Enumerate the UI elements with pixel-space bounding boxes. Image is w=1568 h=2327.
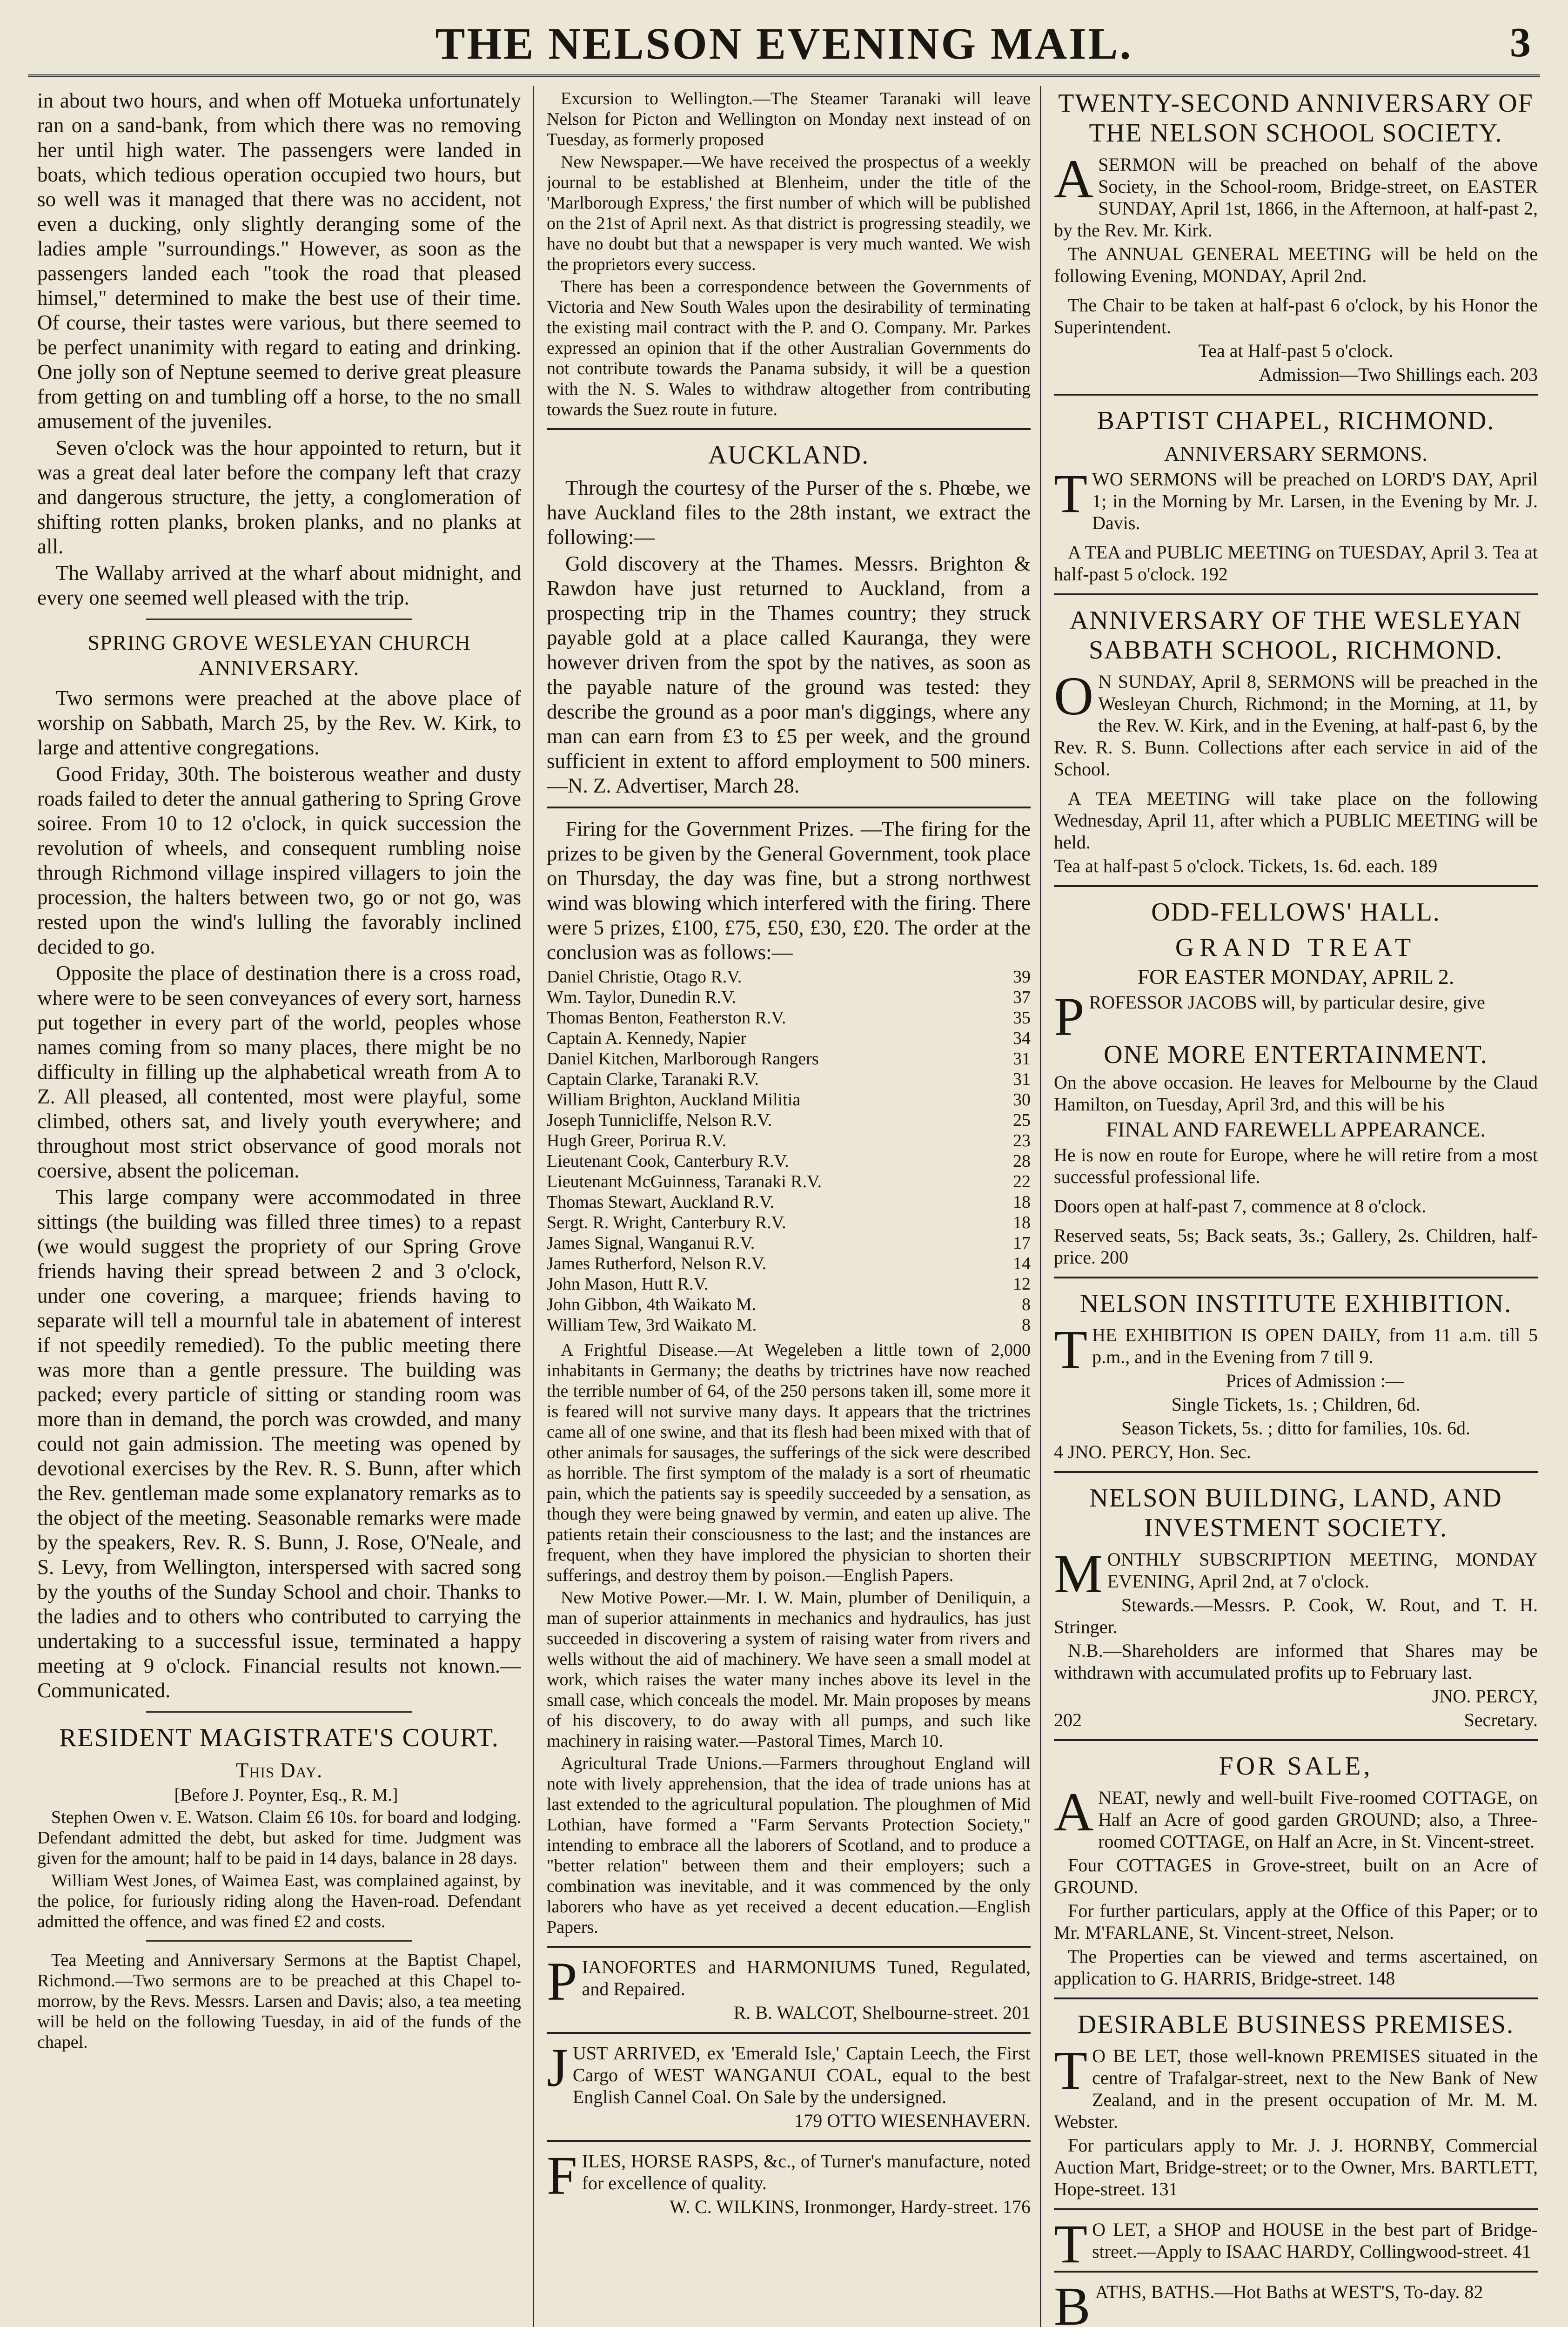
section-rule (1054, 2208, 1538, 2210)
section-heading: RESIDENT MAGISTRATE'S COURT. (59, 1723, 499, 1752)
ad-text: Doors open at half-past 7, commence at 8 o'clock. (1054, 1196, 1427, 1217)
court-case: Stephen Owen v. E. Watson. Claim £6 10s. for board and lodging. Defendant admitted the debt, but asked for time. Judgment was given for the amount; half to be paid in 14 days, balance in 28 days. (37, 1808, 521, 1868)
score-value: 31 (1013, 1049, 1031, 1069)
section-rule (1054, 1739, 1538, 1741)
ad-text: Single Tickets, 1s. ; Children, 6d. (1171, 1394, 1421, 1415)
ad-text: Admission—Two Shillings each. 203 (1259, 364, 1538, 385)
score-value: 14 (1013, 1254, 1031, 1273)
article-paragraph: Through the courtesy of the Purser of the s. Phœbe, we have Auckland files to the 28th instant, we extract the following:— (547, 476, 1031, 549)
ad-text: ONTHLY SUBSCRIPTION MEETING, MONDAY EVENING, April 2nd, at 7 o'clock. (1107, 1549, 1538, 1592)
ad-heading: GRAND TREAT (1175, 933, 1417, 962)
score-row (547, 1028, 1031, 1049)
ad-text: Stewards.—Messrs. P. Cook, W. Rout, and T. H. Stringer. (1054, 1594, 1538, 1637)
advertisement (1054, 2276, 1538, 2327)
ad-text: N.B.—Shareholders are informed that Shares may be withdrawn with accumulated profits up to February last. (1054, 1640, 1538, 1683)
advertisement (1054, 986, 1538, 1268)
article-paragraph: Two sermons were preached at the above place of worship on Sabbath, March 25, by the Rev. W. Kirk, to large and attentive congregations. (37, 686, 521, 759)
score-value: 30 (1013, 1090, 1031, 1110)
score-value: 23 (1013, 1131, 1031, 1150)
masthead (28, 14, 1540, 77)
score-value: 18 (1013, 1213, 1031, 1232)
column-divider (533, 86, 534, 2327)
score-value: 8 (1022, 1295, 1031, 1314)
rifleman-name: Captain A. Kennedy, Napier (547, 1029, 747, 1048)
column-3 (1054, 88, 1538, 2327)
rifleman-name: James Rutherford, Nelson R.V. (547, 1254, 767, 1273)
section-rule (1054, 885, 1538, 887)
section-rule (1054, 1471, 1538, 1473)
ad-text: Tea at half-past 5 o'clock. Tickets, 1s. 6d. each. 189 (1054, 855, 1438, 876)
prize-results-table (547, 967, 1031, 1335)
drop-cap: T (1054, 1319, 1088, 1380)
column-divider (1040, 86, 1041, 2327)
score-value: 17 (1013, 1233, 1031, 1253)
advertisement (547, 2037, 1031, 2132)
advertisement (547, 1951, 1031, 2024)
advertisement (1054, 148, 1538, 385)
advertisement (1054, 463, 1538, 585)
advertisement (1054, 2213, 1538, 2274)
section-rule (1054, 593, 1538, 595)
rifleman-name: Captain Clarke, Taranaki R.V. (547, 1069, 759, 1089)
rifleman-name: James Signal, Wanganui R.V. (547, 1233, 755, 1253)
section-rule (547, 428, 1031, 430)
ad-text: Season Tickets, 5s. ; ditto for families, 10s. 6d. (1121, 1418, 1470, 1439)
section-rule (146, 1940, 412, 1942)
score-row (547, 987, 1031, 1008)
ad-text: Reserved seats, 5s; Back seats, 3s.; Gallery, 2s. Children, half-price. 200 (1054, 1225, 1538, 1268)
ad-subheading: FOR EASTER MONDAY, APRIL 2. (1137, 965, 1454, 989)
column-1 (37, 88, 521, 2327)
ad-text: JNO. PERCY, (1432, 1686, 1538, 1707)
ad-heading: FOR SALE, (1219, 1752, 1373, 1781)
ad-heading: DESIRABLE BUSINESS PREMISES. (1077, 2010, 1514, 2039)
article-paragraph: Opposite the place of destination there is a cross road, where were to be seen conveyances of every sort, harness put together in every part of the world, peoples whose names coming from so many places, there might be no difficulty in filling up the alphabetical wreath from A to Z. All pleased, all contented, most were playful, some climbed, others sat, and lively youth everywhere; and throughout most strict observance of good morals not coersive, absent the policeman. (37, 962, 521, 1182)
column-2 (547, 88, 1031, 2327)
rifleman-name: John Mason, Hutt R.V. (547, 1274, 709, 1294)
section-rule (1054, 1277, 1538, 1278)
section-rule (547, 1946, 1031, 1948)
ad-text: The Chair to be taken at half-past 6 o'clock, by his Honor the Superintendent. (1054, 295, 1538, 337)
score-row (547, 1049, 1031, 1069)
newspaper-title: THE NELSON EVENING MAIL. (435, 19, 1133, 68)
ad-text: O BE LET, those well-known PREMISES situated in the centre of Trafalgar-street, next to the New Bank of New Zealand, and in the present occupation of Mr. M. M. Webster. (1054, 2045, 1538, 2132)
section-rule (1054, 1997, 1538, 1999)
ad-text: Prices of Admission :— (1226, 1370, 1404, 1391)
score-value: 28 (1013, 1151, 1031, 1171)
ad-text: UST ARRIVED, ex 'Emerald Isle,' Captain Leech, the First Cargo of WEST WANGANUI COAL, equal to the best English Cannel Coal. On Sale by the undersigned. (572, 2043, 1031, 2107)
drop-cap: A (1054, 148, 1094, 209)
drop-cap: P (1054, 986, 1085, 1047)
ad-signature: R. B. WALCOT, Shelbourne-street. 201 (733, 2002, 1031, 2023)
score-value: 39 (1013, 967, 1031, 987)
drop-cap: B (1054, 2276, 1091, 2327)
rifleman-name: Thomas Stewart, Auckland R.V. (547, 1192, 775, 1212)
score-row (547, 1130, 1031, 1151)
article-paragraph: Seven o'clock was the hour appointed to return, but it was a great deal later before the company left that crazy and dangerous structure, the jetty, a conglomeration of shifting rotten planks, broken planks, and no planks at all. (37, 436, 521, 558)
score-row (547, 1315, 1031, 1335)
ad-signature: 179 OTTO WIESENHAVERN. (794, 2110, 1031, 2131)
ad-text: The Properties can be viewed and terms ascertained, on application to G. HARRIS, Bridge-street. 148 (1054, 1946, 1538, 1989)
news-item: New Motive Power.—Mr. I. W. Main, plumber of Deniliquin, a man of superior attainments in mechanics and hydraulics, has just succeeded in discovering a system of raising water from rivers and wells without the aid of machinery. We have seen a small model at work, which raises the water many inches above its level in the small case, which conceals the model. Mr. Main proposes by means of his discovery, to do away with all pumps, and such like machinery in raising water.—Pastoral Times, March 10. (547, 1588, 1031, 1751)
ad-text: Secretary. (1464, 1709, 1538, 1730)
court-before: [Before J. Poynter, Esq., R. M.] (174, 1785, 398, 1805)
score-value: 35 (1013, 1008, 1031, 1028)
score-value: 31 (1013, 1069, 1031, 1089)
advertisement (547, 2145, 1031, 2218)
ad-text: ATHS, BATHS.—Hot Baths at WEST'S, To-day. 82 (1095, 2281, 1483, 2302)
ad-heading: ODD-FELLOWS' HALL. (1151, 898, 1441, 927)
rifleman-name: Daniel Christie, Otago R.V. (547, 967, 742, 987)
ad-text: HE EXHIBITION IS OPEN DAILY, from 11 a.m. till 5 p.m., and in the Evening from 7 till 9. (1092, 1325, 1538, 1367)
rifleman-name: Wm. Taylor, Dunedin R.V. (547, 988, 737, 1007)
article-paragraph: The Wallaby arrived at the wharf about midnight, and every one seemed well pleased with the trip. (37, 561, 521, 609)
section-rule (547, 2140, 1031, 2142)
score-row (547, 1151, 1031, 1171)
score-row (547, 1069, 1031, 1090)
score-value: 37 (1013, 988, 1031, 1007)
ad-text: For further particulars, apply at the Office of this Paper; or to Mr. M'FARLANE, St. Vincent-street, Nelson. (1054, 1900, 1538, 1943)
article-paragraph: Firing for the Government Prizes. —The firing for the prizes to be given by the General Government, took place on Thursday, the day was fine, but a strong northwest wind was blowing which interfered with the firing. There were 5 prizes, £100, £75, £50, £30, £20. The order at the conclusion was as follows:— (547, 817, 1031, 964)
advertisement (1054, 1319, 1538, 1463)
section-rule (1054, 394, 1538, 396)
advertisement (1054, 1543, 1538, 1731)
news-item: Excursion to Wellington.—The Steamer Taranaki will leave Nelson for Picton and Wellington on Monday next instead of on Tuesday, as formerly proposed (547, 89, 1031, 149)
score-row (547, 1212, 1031, 1233)
ad-text: ONE MORE ENTERTAINMENT. (1104, 1040, 1488, 1069)
news-item: There has been a correspondence between the Governments of Victoria and New South Wales upon the desirability of terminating the existing mail contract with the P. and O. Company. Mr. Parkes expressed an opinion that if the other Australian Governments do not contribute towards the Panama subsidy, it will be a question with the N. S. Wales to withdraw altogether from contributing towards the Suez route in future. (547, 277, 1031, 419)
section-rule (146, 619, 412, 620)
ad-text: He is now en route for Europe, where he will retire from a most successful professional life. (1054, 1144, 1538, 1187)
ad-text: For particulars apply to Mr. J. J. HORNBY, Commercial Auction Mart, Bridge-street; or to the Owner, Mrs. BARTLETT, Hope-street. 131 (1054, 2135, 1538, 2199)
drop-cap: M (1054, 1543, 1103, 1604)
score-value: 34 (1013, 1029, 1031, 1048)
score-row (547, 1233, 1031, 1253)
ad-text: FINAL AND FAREWELL APPEARANCE. (1106, 1117, 1486, 1141)
rifleman-name: William Tew, 3rd Waikato M. (547, 1315, 757, 1335)
ad-text: A TEA and PUBLIC MEETING on TUESDAY, April 3. Tea at half-past 5 o'clock. 192 (1054, 542, 1538, 585)
score-row (547, 1253, 1031, 1274)
ad-text: The ANNUAL GENERAL MEETING will be held on the following Evening, MONDAY, April 2nd. (1054, 243, 1538, 286)
ad-heading: NELSON INSTITUTE EXHIBITION. (1079, 1289, 1512, 1318)
score-row (547, 1192, 1031, 1212)
ad-text: N SUNDAY, April 8, SERMONS will be preached in the Wesleyan Church, Richmond; in the Morning, at 11, by the Rev. W. Kirk, and in the Evening, at half-past 6, by the Rev. R. S. Bunn. Collections after each service in aid of the School. (1054, 671, 1538, 780)
ad-text: SERMON will be preached on behalf of the above Society, in the School-room, Bridge-street, on EASTER SUNDAY, April 1st, 1866, in the Afternoon, at half-past 2, by the Rev. Mr. Kirk. (1054, 154, 1538, 241)
drop-cap: A (1054, 1782, 1094, 1843)
ad-text: O LET, a SHOP and HOUSE in the best part of Bridge-street.—Apply to ISAAC HARDY, Collingwood-street. 41 (1092, 2219, 1538, 2262)
rifleman-name: Daniel Kitchen, Marlborough Rangers (547, 1049, 819, 1069)
article-paragraph: This large company were accommodated in three sittings (the building was filled three times) to a repast (we would suggest the propriety of our Spring Grove friends having their spread between 2 and 3 o'clock, under one covering, a marquee; friends having to separate will tell a mournful tale in abatement of interest if not speedily remedied). To the public meeting there was more than a gentle pressure. The building was packed; every particle of sitting or standing room was more than in demand, the porch was crowded, and many could not gain admission. The meeting was opened by devotional exercises by the Rev. R. S. Bunn, after which the Rev. gentleman made some explanatory remarks as to the object of the meeting. Seasonable remarks were made by the speakers, Rev. R. S. Bunn, J. Rose, O'Neale, and S. Levy, from Wellington, interspersed with sacred song by the youths of the Sunday School and choir. Thanks to the ladies and to others who contributed to carrying the undertaking to a successful issue, terminated a happy meeting at 9 o'clock. Financial results not known.—Communicated. (37, 1185, 521, 1702)
drop-cap: T (1054, 463, 1088, 524)
section-rule (547, 807, 1031, 808)
drop-cap: T (1054, 2040, 1088, 2101)
court-case: William West Jones, of Waimea East, was complained against, by the police, for furiously riding along the Haven-road. Defendant admitted the offence, and was fined £2 and costs. (37, 1871, 521, 1931)
ad-text: A TEA MEETING will take place on the following Wednesday, April 11, after which a PUBLIC MEETING will be held. (1054, 788, 1538, 853)
drop-cap: J (547, 2037, 568, 2098)
ad-text: 4 JNO. PERCY, Hon. Sec. (1054, 1441, 1251, 1462)
ad-text: WO SERMONS will be preached on LORD'S DAY, April 1; in the Morning by Mr. Larsen, in the Evening by Mr. J. Davis. (1092, 469, 1538, 533)
rifleman-name: Thomas Benton, Featherston R.V. (547, 1008, 786, 1028)
drop-cap: O (1054, 666, 1094, 726)
page-number: 3 (1510, 20, 1531, 66)
drop-cap: F (547, 2145, 577, 2206)
section-heading: AUCKLAND. (708, 441, 870, 470)
rifleman-name: Lieutenant McGuinness, Taranaki R.V. (547, 1172, 822, 1191)
ad-text: IANOFORTES and HARMONIUMS Tuned, Regulated, and Repaired. (582, 1957, 1031, 1999)
ad-text: Four COTTAGES in Grove-street, built on an Acre of GROUND. (1054, 1855, 1538, 1897)
section-subheading: This Day. (235, 1759, 323, 1782)
article-paragraph: Good Friday, 30th. The boisterous weather and dusty roads failed to deter the annual gathering to Spring Grove soiree. From 10 to 12 o'clock, in quick succession the revolution of wheels, and consequent rumbling noise through Richmond village inspired villagers to join the procession, the halters between two, go or not go, was rested upon the wind's lulling the favorably inclined decided to go. (37, 762, 521, 958)
score-value: 22 (1013, 1172, 1031, 1191)
section-heading: SPRING GROVE WESLEYAN CHURCH ANNIVERSARY. (87, 631, 471, 679)
news-item: A Frightful Disease.—At Wegeleben a little town of 2,000 inhabitants in Germany; the deaths by trictrines have now reached the terrible number of 64, of the 250 persons taken ill, some more it is feared will not survive many days. It appears that the trictrines came all of one swine, and that its flesh had been mixed with that of other animals for sausages, the sufferings of the sick were described as horrible. The first symptom of the malady is a sort of rheumatic pain, which the patients say is speedily succeeded by a sensation, as though they were being gnawed by vermin, and eaten up alive. The patients retain their consciousness to the last; and the instances are frequent, when they have implored the physician to shorten their sufferings, and destroy them by poison.—English Papers. (547, 1340, 1031, 1585)
section-rule (1054, 2271, 1538, 2273)
score-value: 12 (1013, 1274, 1031, 1294)
ad-subheading: ANNIVERSARY SERMONS. (1164, 442, 1427, 465)
ad-heading: BAPTIST CHAPEL, RICHMOND. (1097, 406, 1495, 435)
news-item: Agricultural Trade Unions.—Farmers throughout England will note with lively apprehension, that the idea of trade unions has at last extended to the agricultural population. The ploughmen of Mid Lothian, have formed a "Farm Servants Protection Society," intending to embrace all the laborers of Scotland, and to produce a "better relation" between them and their employers; such a combination was inevitable, and it was commenced by the only laborers who have as yet received a decent education.—English Papers. (547, 1754, 1031, 1937)
rifleman-name: Lieutenant Cook, Canterbury R.V. (547, 1151, 789, 1171)
score-value: 18 (1013, 1192, 1031, 1212)
section-rule (547, 2032, 1031, 2034)
ad-text: ROFESSOR JACOBS will, by particular desire, give (1089, 992, 1485, 1013)
rifleman-name: Hugh Greer, Porirua R.V. (547, 1131, 727, 1150)
advertisement (1054, 666, 1538, 877)
ad-heading: NELSON BUILDING, LAND, AND INVESTMENT SOCIETY. (1089, 1484, 1502, 1542)
score-row (547, 967, 1031, 987)
ad-text: On the above occasion. He leaves for Melbourne by the Claud Hamilton, on Tuesday, April 3rd, and this will be his (1054, 1072, 1538, 1115)
rifleman-name: William Brighton, Auckland Militia (547, 1090, 801, 1110)
score-row (547, 1171, 1031, 1192)
advertisement (1054, 2040, 1538, 2200)
advertisement (1054, 1782, 1538, 1989)
ad-heading: TWENTY-SECOND ANNIVERSARY OF THE NELSON SCHOOL SOCIETY. (1058, 89, 1534, 148)
score-row (547, 1274, 1031, 1294)
ad-number: 202 (1054, 1709, 1082, 1730)
score-row (547, 1294, 1031, 1315)
ad-text: Tea at Half-past 5 o'clock. (1198, 340, 1394, 361)
drop-cap: P (547, 1951, 577, 2012)
score-value: 25 (1013, 1110, 1031, 1130)
rifleman-name: Joseph Tunnicliffe, Nelson R.V. (547, 1110, 772, 1130)
article-paragraph: in about two hours, and when off Motueka unfortunately ran on a sand-bank, from which there was no removing her until high water. The passengers were landed in boats, which tedious operation occupied two hours, but so well was it managed that there was no accident, not even a ducking, only slightly deranging some of the ladies ample "surroundings." However, as soon as the passengers landed each "took the road that pleased himsel," determined to make the best use of their time. Of course, their tastes were various, but there seemed to be perfect unanimity with regard to eating and drinking. One jolly son of Neptune seemed to derive great pleasure from getting on and tumbling off a horse, to the no small amusement of the juveniles. (37, 89, 521, 433)
news-item: New Newspaper.—We have received the prospectus of a weekly journal to be established at Blenheim, under the title of the 'Marlborough Express,' the first number of which will be published on the 21st of April next. As that district is progressing steadily, we have no doubt but that a newspaper is very much wanted. We wish the proprietors every success. (547, 152, 1031, 274)
news-item: Tea Meeting and Anniversary Sermons at the Baptist Chapel, Richmond.—Two sermons are to be preached at this Chapel to-morrow, by the Revs. Messrs. Larsen and Davis; also, a tea meeting will be held on the following Tuesday, in aid of the funds of the chapel. (37, 1950, 521, 2052)
ad-text: NEAT, newly and well-built Five-roomed COTTAGE, on Half an Acre of good garden GROUND; also, a Three-roomed COTTAGE, on Half an Acre, in St. Vincent-street. (1098, 1787, 1538, 1852)
section-rule (146, 1711, 412, 1713)
ad-text: ILES, HORSE RASPS, &c., of Turner's manufacture, noted for excellence of quality. (582, 2151, 1031, 2193)
rifleman-name: John Gibbon, 4th Waikato M. (547, 1295, 757, 1314)
article-paragraph: Gold discovery at the Thames. Messrs. Brighton & Rawdon have just returned to Auckland, from a prospecting trip in the Thames country; they struck payable gold at a place called Kauranga, they were however driven from the spot by the natives, as soon as the payable nature of the ground was tested: they describe the ground as a poor man's diggings, where any man can earn from £3 to £5 per week, and the ground sufficient in extent to afford employment to 500 miners. —N. Z. Advertiser, March 28. (547, 552, 1031, 797)
score-value: 8 (1022, 1315, 1031, 1335)
score-row (547, 1090, 1031, 1110)
ad-signature: W. C. WILKINS, Ironmonger, Hardy-street. 176 (669, 2196, 1031, 2217)
score-row (547, 1008, 1031, 1028)
ad-heading: ANNIVERSARY OF THE WESLEYAN SABBATH SCHOOL, RICHMOND. (1069, 606, 1522, 665)
score-row (547, 1110, 1031, 1130)
drop-cap: T (1054, 2213, 1088, 2274)
rifleman-name: Sergt. R. Wright, Canterbury R.V. (547, 1213, 786, 1232)
